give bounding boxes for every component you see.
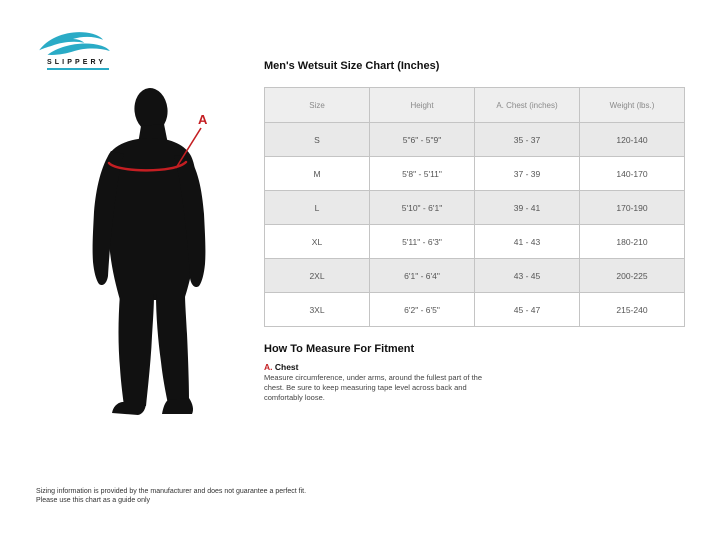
column-header: Size [265, 88, 370, 123]
chest-marker-label: A [198, 112, 208, 127]
size-cell: 200-225 [580, 259, 685, 293]
table-header-row [265, 88, 685, 123]
size-cell: 120-140 [580, 123, 685, 157]
size-cell: 5'8" - 5'11" [370, 157, 475, 191]
footer-disclaimer-line2: Please use this chart as a guide only [36, 497, 151, 505]
size-row [265, 191, 685, 225]
size-cell: 180-210 [580, 225, 685, 259]
male-silhouette-figure [88, 84, 222, 422]
size-cell: 37 - 39 [475, 157, 580, 191]
size-cell: 215-240 [580, 293, 685, 327]
footer-disclaimer [36, 487, 306, 506]
size-cell: 45 - 47 [475, 293, 580, 327]
measure-item-title [264, 362, 298, 372]
size-row [265, 157, 685, 191]
size-cell: 35 - 37 [475, 123, 580, 157]
page-title: Men's Wetsuit Size Chart (Inches) [264, 60, 440, 72]
column-header: A. Chest (inches) [475, 88, 580, 123]
measure-heading: How To Measure For Fitment [264, 343, 415, 355]
column-header: Weight (lbs.) [580, 88, 685, 123]
measure-item-name: Chest [272, 362, 299, 372]
size-cell: XL [265, 225, 370, 259]
size-cell: 6'2" - 6'5" [370, 293, 475, 327]
size-cell: 140-170 [580, 157, 685, 191]
table-body [265, 123, 685, 327]
footer-disclaimer-line1: Sizing information is provided by the manufacturer and does not guarantee a perfect fit. [36, 488, 307, 495]
table-head [265, 88, 685, 123]
size-cell: 6'1" - 6'4" [370, 259, 475, 293]
size-cell: 3XL [265, 293, 370, 327]
brand-underline [47, 68, 109, 70]
size-row [265, 259, 685, 293]
size-row [265, 293, 685, 327]
size-cell: 39 - 41 [475, 191, 580, 225]
size-cell: M [265, 157, 370, 191]
size-cell: 2XL [265, 259, 370, 293]
size-cell: L [265, 191, 370, 225]
brand-wave-icon [37, 30, 115, 57]
size-cell: 5"6" - 5"9" [370, 123, 475, 157]
size-row [265, 225, 685, 259]
size-row [265, 123, 685, 157]
measure-item-body: Measure circumference, under arms, around the fullest part of the chest. Be sure to keep measuring tape level across back and comfortably loose. [264, 373, 483, 403]
size-cell: 5'11" - 6'3" [370, 225, 475, 259]
size-cell: 170-190 [580, 191, 685, 225]
column-header: Height [370, 88, 475, 123]
measure-item-letter: A. [264, 362, 273, 372]
brand-logo [37, 30, 121, 70]
size-chart-table [264, 87, 685, 327]
brand-name: SLIPPERY [47, 59, 107, 66]
size-cell: 43 - 45 [475, 259, 580, 293]
size-cell: S [265, 123, 370, 157]
silhouette-body [93, 86, 206, 415]
size-cell: 41 - 43 [475, 225, 580, 259]
size-cell: 5'10" - 6'1" [370, 191, 475, 225]
